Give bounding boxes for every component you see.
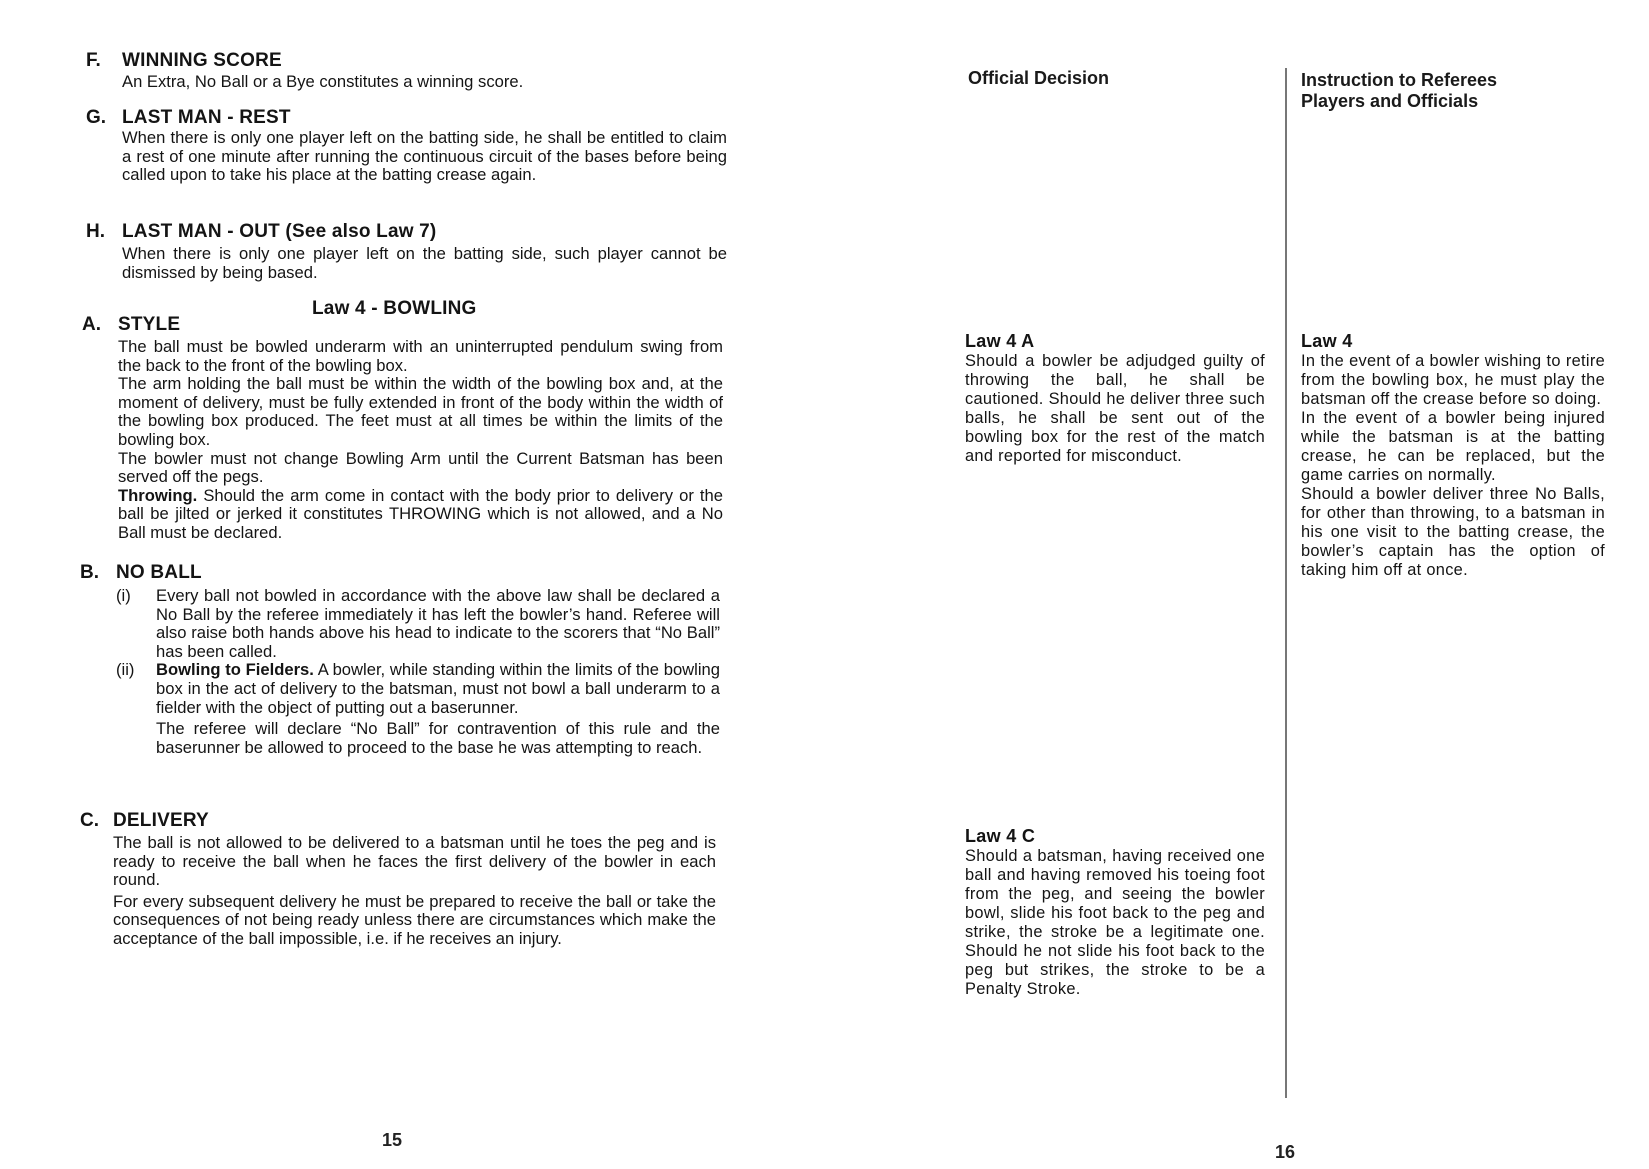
instruction-heading-line1: Instruction to Referees (1301, 70, 1498, 90)
paragraph: The ball must be bowled underarm with an uninterrupted pendulum swing from the back to the front of the bowling box. (118, 337, 723, 375)
section-body-last-man-out (122, 245, 727, 282)
page-number-right: 16 (1275, 1142, 1296, 1162)
paragraph (118, 487, 723, 543)
paragraph: The arm holding the ball must be within the width of the bowling box and, at the moment of delivery, must be fully extended in front of the body within the width of the bowling box produced. The feet must at all times be within the limits of the bowling box. (118, 374, 723, 449)
law-4c-block (965, 826, 1265, 999)
paragraph: In the event of a bowler wishing to retire from the bowling box, he must play the batsman off the crease before so doing. (1301, 352, 1605, 408)
instruction-heading (1301, 70, 1497, 112)
throwing-text: Should the arm come in contact with the body prior to delivery or the ball be jilted or jerked it constitutes THROWING which is not allowed, and a No Ball must be declared. (118, 485, 723, 542)
bowling-to-fielders-label: Bowling to Fielders. (156, 660, 314, 680)
page-number-left: 15 (382, 1130, 403, 1150)
law-4a-block (965, 331, 1265, 466)
law-4-title: Law 4 (1301, 331, 1353, 351)
paragraph: When there is only one player left on the batting side, such player cannot be dismissed by being based. (122, 244, 727, 282)
section-letter-a: A. (82, 314, 101, 335)
paragraph: Every ball not bowled in accordance with the above law shall be declared a No Ball by the referee immediately it has left the bowler’s hand. Referee will also raise both hands above his head to indicate to the scorers that “No Ball” has been called. (156, 586, 720, 661)
law-4c-text: Should a batsman, having received one ball and having removed his toeing foot from the peg, and seeing the bowler bowl, slide his foot back to the peg and strike, the stroke be a legitimate one. Should he not slide his foot back to the peg but strikes, the stroke to be a Penalty Stroke. (965, 847, 1265, 998)
bowling-to-fielders-text: A bowler, while standing within the limits of the bowling box in the act of delivery to the batsman, must not bowl a ball underarm to a fielder with the object of putting out a baserunner. (156, 660, 720, 717)
section-letter-b: B. (80, 562, 99, 583)
list-item-number: (ii) (116, 660, 135, 680)
section-letter-f: F. (86, 50, 101, 71)
list-item (116, 661, 720, 757)
section-body-last-man-rest (122, 129, 727, 185)
section-body-style (118, 338, 723, 543)
paragraph: The referee will declare “No Ball” for contravention of this rule and the baserunner be allowed to proceed to the base he was attempting to reach. (156, 719, 720, 757)
section-letter-g: G. (86, 107, 107, 128)
section-body-delivery (113, 834, 716, 949)
section-body-no-ball (116, 587, 720, 757)
paragraph: In the event of a bowler being injured while the batsman is at the batting crease, he can be replaced, but the game carries on normally. (1301, 409, 1605, 484)
section-title-delivery: DELIVERY (113, 810, 209, 831)
paragraph: For every subsequent delivery he must be prepared to receive the ball or take the consequences of not being ready unless there are circumstances which make the acceptance of the ball impossible, i.e. if he receives an injury. (113, 891, 716, 948)
law-4a-text: Should a bowler be adjudged guilty of throwing the ball, he shall be cautioned. Should he deliver three such balls, he shall be sent out of the bowling box for the rest of the match and reported for misconduct. (965, 352, 1265, 465)
section-letter-c: C. (80, 810, 99, 831)
throwing-label: Throwing. (118, 485, 198, 505)
law-4-block (1301, 331, 1605, 580)
paragraph: The ball is not allowed to be delivered to a batsman until he toes the peg and is ready to receive the ball when he faces the first delivery of the bowler in each round. (113, 833, 716, 890)
column-divider (1285, 68, 1287, 1098)
section-title-style: STYLE (118, 314, 181, 335)
list-item (116, 587, 720, 661)
list-item-number: (i) (116, 586, 131, 605)
paragraph: An Extra, No Ball or a Bye constitutes a winning score. (122, 72, 524, 91)
section-title-no-ball: NO BALL (116, 562, 202, 583)
section-body-winning-score (122, 73, 727, 92)
paragraph (156, 661, 720, 717)
section-letter-h: H. (86, 221, 105, 242)
paragraph: Should a bowler deliver three No Balls, for other than throwing, to a batsman in his one visit to the batting crease, the bowler’s captain has the option of taking him off at once. (1301, 485, 1605, 579)
law-title: Law 4 - BOWLING (312, 298, 477, 319)
official-decision-heading: Official Decision (968, 68, 1110, 88)
section-title-winning-score: WINNING SCORE (122, 50, 282, 71)
section-title-last-man-rest: LAST MAN - REST (122, 107, 291, 128)
instruction-heading-line2: Players and Officials (1301, 91, 1479, 111)
law-4c-title: Law 4 C (965, 826, 1036, 846)
law-4a-title: Law 4 A (965, 331, 1035, 351)
section-title-last-man-out: LAST MAN - OUT (See also Law 7) (122, 221, 437, 242)
paragraph: When there is only one player left on the batting side, he shall be entitled to claim a rest of one minute after running the continuous circuit of the bases before being called upon to take his place at the batting crease again. (122, 128, 727, 185)
paragraph: The bowler must not change Bowling Arm until the Current Batsman has been served off the pegs. (118, 448, 723, 487)
